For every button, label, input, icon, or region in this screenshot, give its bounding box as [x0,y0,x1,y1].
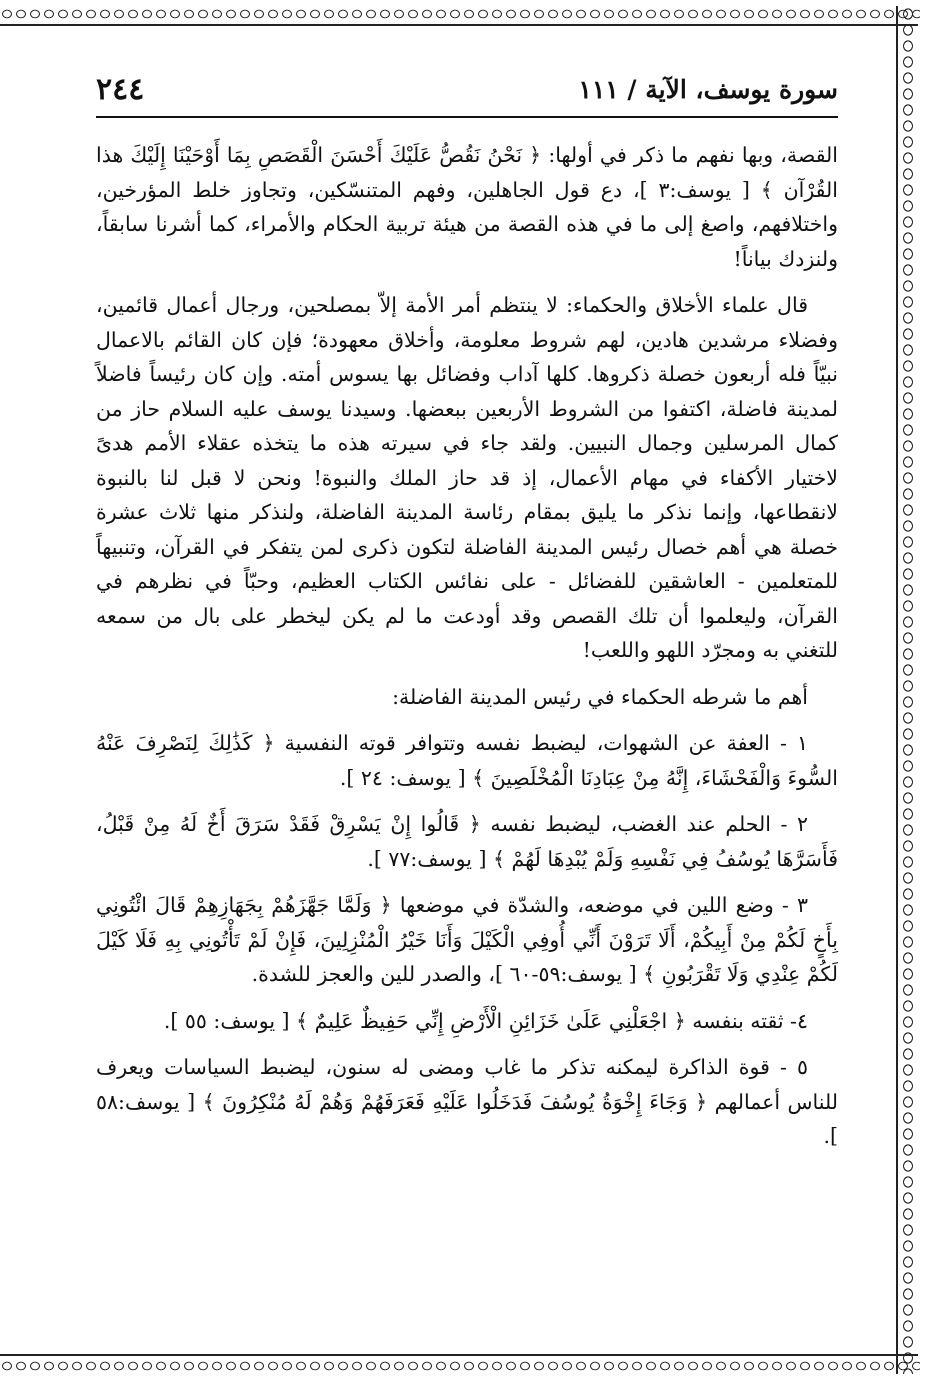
list-item: ٢ - الحلم عند الغضب، ليضبط نفسه ﴿ قَالُوا إِنْ يَسْرِقْ فَقَدْ سَرَقَ أَخٌ لَهُ مِنْ قَبْلُ، فَأَسَرَّهَا يُوسُفُ فِي نَفْسِهِ وَلَمْ يُبْدِهَا لَهُمْ ﴾ [ يوسف:٧٧ ]. [96,812,838,871]
paragraph: القصة، وبها نفهم ما ذكر في أولها: ﴿ نَحْنُ نَقُصُّ عَلَيْكَ أَحْسَنَ الْقَصَصِ بِمَا أَوْحَيْنَا إِلَيْكَ هذا القُرْآن ﴾ [ يوسف:٣ ]، دع قول الجاهلين، وفهم المتنسّكين، وتجاوز خلط المؤرخين، واختلافهم، واصغ إلى ما في هذه القصة من هيئة تربية الحكام والأمراء، كما أشرنا سابقاً، ولنزدك بياناً! [96,143,838,271]
section-heading: أهم ما شرطه الحكماء في رئيس المدينة الفاضلة: [392,684,808,709]
top-decorative-border [0,6,920,22]
running-title: سورة يوسف، الآية / ١١١ [578,74,838,104]
paragraph: قال علماء الأخلاق والحكماء: لا ينتظم أمر الأمة إلاّ بمصلحين، ورجال أعمال قائمين، وفضلاء مرشدين هادين، لهم شروط معلومة، وأخلاق معهودة؛ فإن كان القائم بالاعمال نبيّاً فله أربعون خصلة ذكروها. كلها آداب وفضائل بها يسوس أمته. وإن كان رئيساً فاضلاً لمدينة فاضلة، اكتفوا من الشروط الأربعين ببعضها. وسيدنا يوسف عليه السلام حاز من كمال المرسلين وجمال النبيين. ولقد جاء في سيرته هذه ما يتخذه عقلاء الأمم هدىً لاختيار الأكفاء في مهام الأعمال، إذ قد حاز الملك والنبوة! ونحن لا قبل لنا بالنبوة لانقطاعها، وإنما نذكر ما يليق بمقام رئاسة المدينة الفاضلة، ولنذكر منها ثلاث عشرة خصلة هي أهم خصال رئيس المدينة الفاضلة لتكون ذكرى لمن يتفكر في القرآن، وتنبيهاً للمتعلمين - العاشقين للفضائل - على نفائس الكتاب العظيم، وحبّاً في نظرهم في القرآن، وليعلموا أن تلك القصص وقد أودعت ما لم يكن ليخطر على بال من سمعه للتغني به ومجرّد اللهو واللعب! [96,293,838,662]
list-item: ٣ - وضع اللين في موضعه، والشدّة في موضعها ﴿ وَلَمَّا جَهَّزَهُمْ بِجَهَازِهِمْ قَالَ ائْتُونِي بِأَخٍ لَكُمْ مِنْ أَبِيكُمْ، أَلَا تَرَوْنَ أَنِّي أُوفِي الْكَيْلَ وَأَنَا خَيْرُ الْمُنْزِلِينَ، فَإِنْ لَمْ تَأْتُونِي بِهِ فَلَا كَيْلَ لَكُمْ عِنْدِي وَلَا تَقْرَبُونِ ﴾ [ يوسف:٥٩-٦٠ ]، والصدر للين والعجز للشدة. [96,893,838,986]
list-item: ٥ - قوة الذاكرة ليمكنه تذكر ما غاب ومضى له سنون، ليضبط السياسات ويعرف للناس أعمالهم ﴿ وَجَاءَ إِخْوَةُ يُوسُفَ فَدَخَلُوا عَلَيْهِ فَعَرَفَهُمْ وَهُمْ لَهُ مُنْكِرُونَ ﴾ [ يوسف:٥٨ ]. [96,1055,838,1148]
list-item: ٤- ثقته بنفسه ﴿ اجْعَلْنِي عَلَىٰ خَزَائِنِ الْأَرْضِ إِنِّي حَفِيظٌ عَلِيمٌ ﴾ [ يوسف: ٥٥ ]. [163,1008,808,1033]
page-body [96,118,838,1154]
book-page [96,62,838,1166]
page-header [96,62,838,118]
list-item: ١ - العفة عن الشهوات، ليضبط نفسه وتتوافر قوته النفسية ﴿ كَذَٰلِكَ لِنَصْرِفَ عَنْهُ السُّوءَ وَالْفَحْشَاءَ، إِنَّهُ مِنْ عِبَادِنَا الْمُخْلَصِينَ ﴾ [ يوسف: ٢٤ ]. [96,731,838,790]
page-number: ٢٤٤ [96,71,145,107]
bottom-decorative-border [0,1358,920,1374]
top-border-line [0,24,918,26]
right-decorative-border [896,6,918,1374]
bottom-border-line [0,1354,918,1356]
